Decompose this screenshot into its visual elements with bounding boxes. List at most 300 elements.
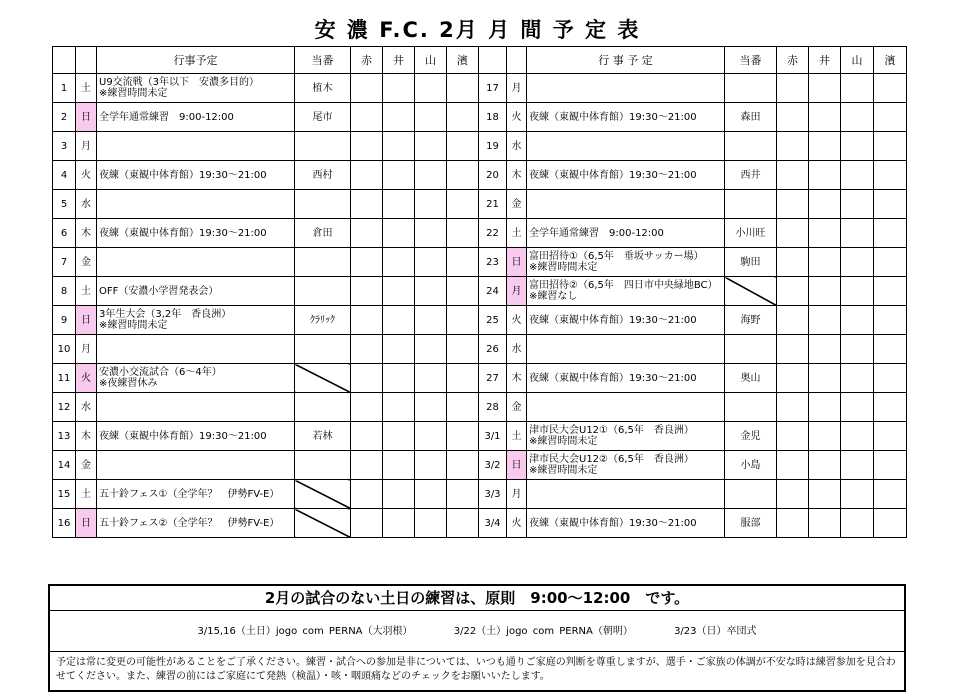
check-cell [415,364,447,393]
check-cell [415,103,447,132]
duty-cell [295,190,351,219]
table-row [53,277,479,306]
check-cell [383,393,415,422]
table-row [53,451,479,480]
check-cell [447,190,479,219]
event-cell: 夜練（東観中体育館）19:30～21:00 [527,509,725,538]
weekday-cell: 火 [507,509,527,538]
duty-cell: 駒田 [725,248,777,277]
table-row [479,451,907,480]
table-row [53,364,479,393]
weekday-cell: 木 [507,364,527,393]
schedule-item: 3/15,16（土日）jogo com PERNA（大羽根） [197,626,413,637]
event-cell [97,393,295,422]
check-cell [777,480,809,509]
check-cell [874,161,907,190]
date-cell: 14 [53,451,76,480]
weekday-cell: 月 [507,480,527,509]
table-row [479,364,907,393]
check-cell [809,480,841,509]
event-cell: 五十鈴フェス①（全学年？ 伊勢FV-E） [97,480,295,509]
duty-cell [725,132,777,161]
weekday-cell: 日 [76,306,97,335]
table-row [53,422,479,451]
check-cell [841,161,874,190]
date-cell: 24 [479,277,507,306]
date-cell: 11 [53,364,76,393]
check-cell [874,248,907,277]
check-cell [874,480,907,509]
check-cell [841,277,874,306]
weekday-cell: 水 [507,335,527,364]
event-cell [527,480,725,509]
date-cell: 20 [479,161,507,190]
check-cell [351,364,383,393]
check-cell [841,480,874,509]
check-cell [777,306,809,335]
weekday-cell: 土 [76,480,97,509]
event-cell: 夜練（東観中体育館）19:30～21:00 [527,103,725,132]
check-cell [777,422,809,451]
schedule-table-left [52,46,479,538]
check-cell [777,451,809,480]
check-cell [841,248,874,277]
event-cell [97,335,295,364]
check-cell [383,132,415,161]
date-cell: 5 [53,190,76,219]
weekday-cell: 金 [507,190,527,219]
table-row [53,74,479,103]
check-cell [415,74,447,103]
check-cell [447,393,479,422]
date-cell: 2 [53,103,76,132]
event-cell: 津市民大会U12②（6,5年 香良洲） ※練習時間未定 [527,451,725,480]
check-cell [777,190,809,219]
weekday-cell: 日 [76,103,97,132]
check-cell [777,509,809,538]
check-cell [383,335,415,364]
check-cell [415,248,447,277]
check-cell [841,74,874,103]
event-cell [527,393,725,422]
table-row [479,132,907,161]
check-cell [841,219,874,248]
weekday-cell: 日 [76,509,97,538]
date-cell: 10 [53,335,76,364]
check-cell [777,364,809,393]
check-cell [447,364,479,393]
header-check-c4: 濱 [874,47,907,74]
check-cell [351,132,383,161]
weekday-cell: 金 [76,248,97,277]
duty-cell: 尾市 [295,103,351,132]
check-cell [841,103,874,132]
check-cell [383,248,415,277]
weekday-cell: 水 [76,190,97,219]
check-cell [841,306,874,335]
table-row [53,190,479,219]
check-cell [809,364,841,393]
event-cell [527,190,725,219]
date-cell: 7 [53,248,76,277]
duty-cell: 奥山 [725,364,777,393]
check-cell [447,248,479,277]
check-cell [874,74,907,103]
check-cell [777,132,809,161]
header-dow [76,47,97,74]
table-row [53,248,479,277]
check-cell [351,190,383,219]
duty-cell: ｸﾗﾘｯｸ [295,306,351,335]
event-cell: 夜練（東観中体育館）19:30～21:00 [97,219,295,248]
header-event: 行 事 予 定 [527,47,725,74]
event-cell [527,335,725,364]
check-cell [447,306,479,335]
check-cell [351,248,383,277]
duty-cell [295,451,351,480]
duty-cell: 服部 [725,509,777,538]
check-cell [841,364,874,393]
duty-cell: 西井 [725,161,777,190]
event-cell: 全学年通常練習 9:00-12:00 [97,103,295,132]
table-row [53,509,479,538]
check-cell [351,103,383,132]
check-cell [874,103,907,132]
weekday-cell: 火 [507,103,527,132]
table-row [479,480,907,509]
check-cell [777,103,809,132]
table-row [53,393,479,422]
duty-cell [295,480,351,509]
check-cell [383,190,415,219]
event-cell: 夜練（東観中体育館）19:30～21:00 [527,306,725,335]
check-cell [415,451,447,480]
check-cell [383,480,415,509]
check-cell [383,306,415,335]
check-cell [351,335,383,364]
check-cell [777,277,809,306]
table-row [53,103,479,132]
date-cell: 12 [53,393,76,422]
check-cell [874,306,907,335]
weekday-cell: 水 [507,132,527,161]
duty-cell: 金児 [725,422,777,451]
check-cell [777,219,809,248]
event-cell: 富田招待①（6,5年 垂坂サッカー場） ※練習時間未定 [527,248,725,277]
header-check-c3: 山 [841,47,874,74]
header-check-c1: 赤 [351,47,383,74]
check-cell [809,74,841,103]
table-row [479,248,907,277]
weekday-cell: 土 [76,74,97,103]
check-cell [415,219,447,248]
table-row [53,335,479,364]
weekday-cell: 月 [507,277,527,306]
duty-cell [725,335,777,364]
date-cell: 4 [53,161,76,190]
weekday-cell: 土 [76,277,97,306]
date-cell: 3 [53,132,76,161]
check-cell [841,132,874,161]
check-cell [415,132,447,161]
check-cell [351,422,383,451]
check-cell [447,509,479,538]
check-cell [415,393,447,422]
table-row [53,161,479,190]
header-duty: 当番 [295,47,351,74]
weekday-cell: 水 [76,393,97,422]
event-cell [97,451,295,480]
duty-cell [295,364,351,393]
date-cell: 23 [479,248,507,277]
check-cell [841,451,874,480]
check-cell [841,422,874,451]
check-cell [809,335,841,364]
table-row [479,306,907,335]
table-row [479,422,907,451]
check-cell [874,190,907,219]
check-cell [351,161,383,190]
check-cell [351,74,383,103]
table-row [479,335,907,364]
date-cell: 3/4 [479,509,507,538]
check-cell [447,219,479,248]
check-cell [777,248,809,277]
weekday-cell: 金 [76,451,97,480]
check-cell [383,509,415,538]
weekday-cell: 日 [507,451,527,480]
duty-cell: 海野 [725,306,777,335]
table-row [479,219,907,248]
check-cell [841,190,874,219]
check-cell [447,103,479,132]
check-cell [809,277,841,306]
bottom-notice-box [48,584,906,692]
check-cell [447,335,479,364]
duty-cell [725,393,777,422]
check-cell [874,509,907,538]
weekday-cell: 土 [507,422,527,451]
check-cell [841,509,874,538]
check-cell [415,509,447,538]
date-cell: 8 [53,277,76,306]
weekday-cell: 木 [76,219,97,248]
date-cell: 3/3 [479,480,507,509]
duty-cell [725,190,777,219]
date-cell: 25 [479,306,507,335]
header-check-c2: 井 [809,47,841,74]
check-cell [351,219,383,248]
check-cell [415,277,447,306]
check-cell [351,480,383,509]
event-cell: 夜練（東観中体育館）19:30～21:00 [97,422,295,451]
date-cell: 26 [479,335,507,364]
check-cell [447,132,479,161]
check-cell [383,364,415,393]
event-cell: 全学年通常練習 9:00-12:00 [527,219,725,248]
table-row [479,509,907,538]
header-duty: 当番 [725,47,777,74]
duty-cell: 植木 [295,74,351,103]
header-check-c1: 赤 [777,47,809,74]
event-cell [527,74,725,103]
check-cell [383,451,415,480]
check-cell [447,451,479,480]
schedule-item: 3/22（土）jogo com PERNA（朝明） [453,626,633,637]
check-cell [415,161,447,190]
table-row [479,393,907,422]
duty-cell [725,480,777,509]
check-cell [447,480,479,509]
check-cell [809,219,841,248]
date-cell: 15 [53,480,76,509]
weekday-cell: 木 [76,422,97,451]
event-cell: 富田招待②（6,5年 四日市中央緑地BC） ※練習なし [527,277,725,306]
check-cell [809,422,841,451]
header-check-c4: 濱 [447,47,479,74]
table-row [53,132,479,161]
notice-text: 予定は常に変更の可能性があることをご了承ください。練習・試合への参加是非については、いつも通りご家庭の判断を尊重しますが、選手・ご家族の体調が不安な時は練習参加を見合わせてください。また、練習の前にはご家庭にて発熱（検温）・咳・咽頭痛などのチェックをお願いいたします。 [50,651,904,684]
date-cell: 19 [479,132,507,161]
weekday-cell: 日 [507,248,527,277]
check-cell [415,190,447,219]
duty-cell: 倉田 [295,219,351,248]
weekday-cell: 金 [507,393,527,422]
check-cell [383,161,415,190]
check-cell [415,306,447,335]
table-header-row [53,47,479,74]
date-cell: 17 [479,74,507,103]
event-cell: 夜練（東観中体育館）19:30～21:00 [97,161,295,190]
duty-cell [725,277,777,306]
header-num [53,47,76,74]
practice-rule-title: 2月の試合のない土日の練習は、原則 9:00～12:00 です。 [50,586,904,611]
weekday-cell: 土 [507,219,527,248]
check-cell [383,277,415,306]
check-cell [809,248,841,277]
table-row [479,103,907,132]
check-cell [351,277,383,306]
check-cell [447,161,479,190]
check-cell [874,132,907,161]
check-cell [841,335,874,364]
check-cell [809,393,841,422]
event-cell: 津市民大会U12①（6,5年 香良洲） ※練習時間未定 [527,422,725,451]
check-cell [874,364,907,393]
date-cell: 3/1 [479,422,507,451]
duty-cell [295,248,351,277]
check-cell [447,422,479,451]
event-cell: 夜練（東観中体育館）19:30～21:00 [527,161,725,190]
event-cell: 五十鈴フェス②（全学年？ 伊勢FV-E） [97,509,295,538]
duty-cell: 小島 [725,451,777,480]
duty-cell [295,335,351,364]
event-cell [527,132,725,161]
check-cell [351,451,383,480]
check-cell [809,161,841,190]
check-cell [383,74,415,103]
check-cell [351,509,383,538]
event-cell: 夜練（東観中体育館）19:30～21:00 [527,364,725,393]
check-cell [777,74,809,103]
schedule-table-right [478,46,907,538]
header-num [479,47,507,74]
header-event: 行事予定 [97,47,295,74]
table-row [479,190,907,219]
event-cell: U9交流戦（3年以下 安濃多目的） ※練習時間未定 [97,74,295,103]
weekday-cell: 木 [507,161,527,190]
check-cell [874,219,907,248]
check-cell [874,277,907,306]
table-row [53,219,479,248]
table-row [53,480,479,509]
check-cell [447,74,479,103]
check-cell [809,509,841,538]
duty-cell [295,509,351,538]
date-cell: 22 [479,219,507,248]
weekday-cell: 月 [76,335,97,364]
check-cell [809,132,841,161]
check-cell [809,190,841,219]
weekday-cell: 火 [76,161,97,190]
event-cell: 3年生大会（3,2年 香良洲） ※練習時間未定 [97,306,295,335]
duty-cell [725,74,777,103]
check-cell [415,480,447,509]
date-cell: 13 [53,422,76,451]
check-cell [809,451,841,480]
check-cell [874,335,907,364]
table-row [53,306,479,335]
header-dow [507,47,527,74]
check-cell [383,422,415,451]
header-check-c2: 井 [383,47,415,74]
check-cell [383,103,415,132]
check-cell [383,219,415,248]
check-cell [809,306,841,335]
table-row [479,74,907,103]
duty-cell: 西村 [295,161,351,190]
check-cell [874,451,907,480]
date-cell: 27 [479,364,507,393]
check-cell [874,393,907,422]
check-cell [351,306,383,335]
weekday-cell: 火 [507,306,527,335]
check-cell [777,335,809,364]
table-row [479,161,907,190]
check-cell [415,335,447,364]
weekday-cell: 月 [76,132,97,161]
event-cell [97,132,295,161]
check-cell [351,393,383,422]
date-cell: 6 [53,219,76,248]
check-cell [777,393,809,422]
page-title: 安 濃 F.C. 2月 月 間 予 定 表 [314,18,641,42]
date-cell: 3/2 [479,451,507,480]
check-cell [777,161,809,190]
schedule-item: 3/23（日）卒団式 [674,626,757,637]
duty-cell [295,132,351,161]
date-cell: 21 [479,190,507,219]
duty-cell: 若林 [295,422,351,451]
check-cell [447,277,479,306]
event-cell [97,190,295,219]
weekday-cell: 火 [76,364,97,393]
date-cell: 28 [479,393,507,422]
date-cell: 18 [479,103,507,132]
weekday-cell: 月 [507,74,527,103]
date-cell: 16 [53,509,76,538]
table-row [479,277,907,306]
